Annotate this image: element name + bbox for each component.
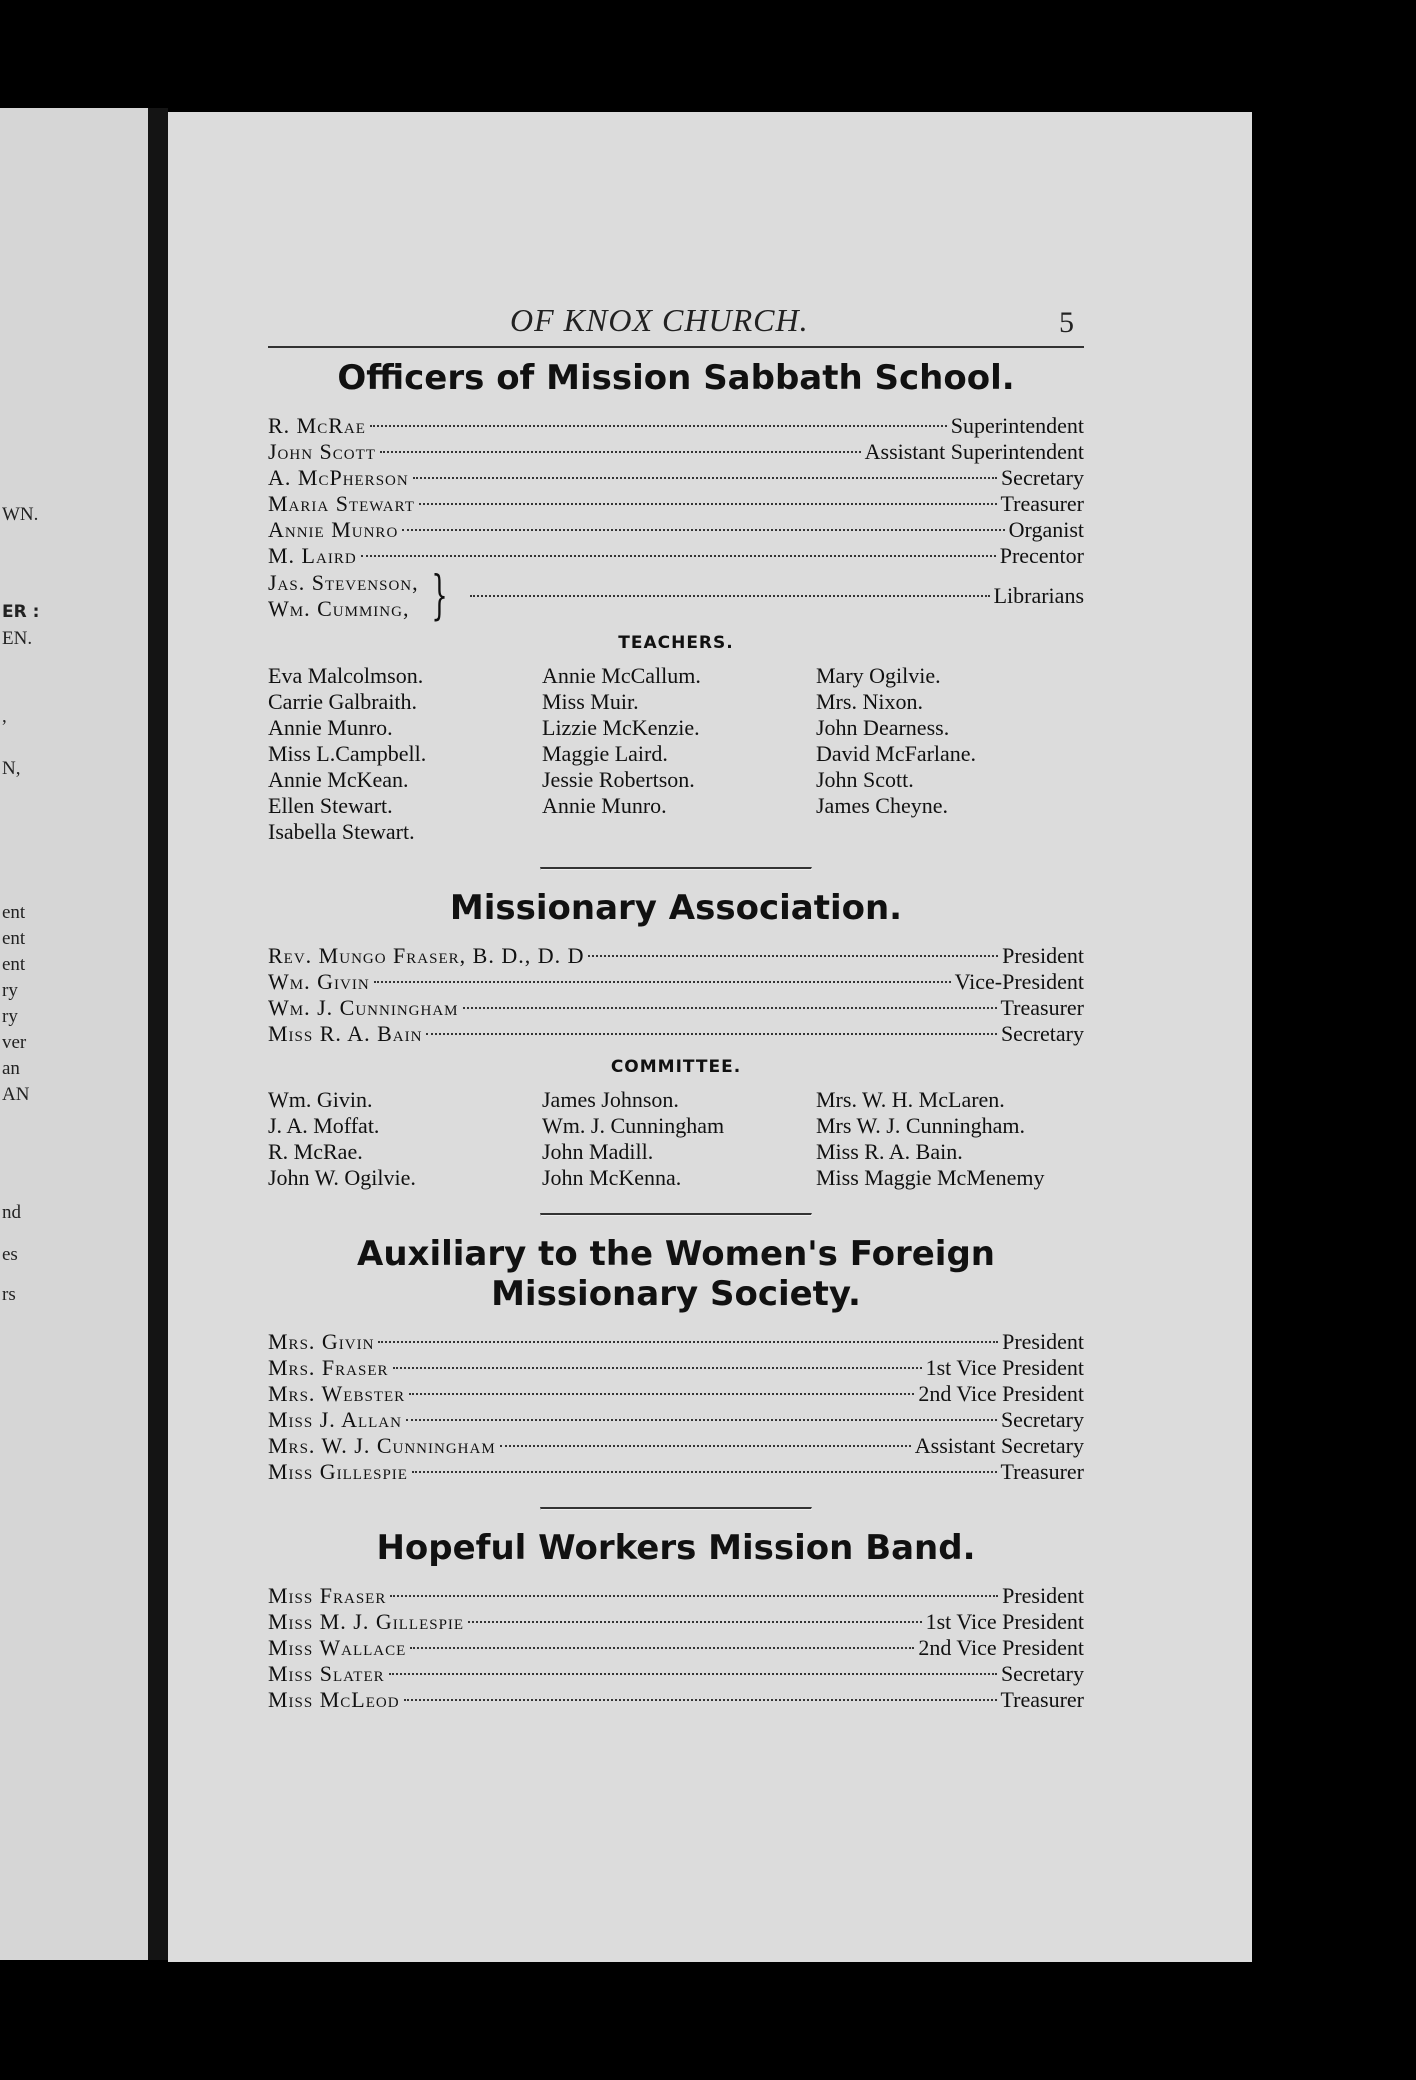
librarian-names [268,570,419,622]
dot-leader [419,503,997,505]
officer-role: 2nd Vice President [918,1381,1084,1407]
teacher-name: David McFarlane. [816,740,977,766]
officer-role: Secretary [1000,1407,1084,1433]
committee-member: R. McRae. [268,1138,363,1164]
officer-role: Precentor [999,542,1084,568]
officer-row [268,1635,1084,1661]
officer-row [268,1329,1084,1355]
committee-member: John Madill. [542,1138,654,1164]
committee-member: J. A. Moffat. [268,1112,380,1138]
teacher-column [816,663,1084,845]
dot-leader [378,1341,998,1343]
committee-grid [268,1087,1084,1191]
dot-leader [468,1621,922,1623]
section-title-line: Auxiliary to the Women's Foreign [357,1233,995,1274]
left-page-fragment: nd [2,1202,21,1223]
officer-list [268,1329,1084,1485]
dot-leader [412,1471,997,1473]
teacher-name: Carrie Galbraith. [268,688,418,714]
teacher-name: Isabella Stewart. [268,818,415,844]
section-divider [540,1213,812,1216]
officer-name: Miss M. J. Gillespie [268,1608,465,1634]
left-page-fragment: ent [2,902,26,923]
teacher-name: James Cheyne. [816,792,948,818]
dot-leader [404,1699,997,1701]
officer-role: President [1002,1329,1084,1355]
officer-row [268,995,1084,1021]
officer-role: Treasurer [1000,1459,1084,1485]
officer-row [268,1355,1084,1381]
page-content [268,302,1084,1713]
officer-row [268,465,1084,491]
officer-row [268,1687,1084,1713]
officer-role: Organist [1008,516,1084,542]
officer-name: M. Laird [268,542,357,568]
teacher-name: Lizzie McKenzie. [542,714,700,740]
officer-name: Miss J. Allan [268,1407,402,1433]
officer-name: A. McPherson [268,464,409,490]
officer-role: Assistant Secretary [914,1433,1084,1459]
dot-leader [588,955,998,957]
teachers-grid [268,663,1084,845]
teacher-name: Mrs. Nixon. [816,688,923,714]
officer-role: Secretary [1000,464,1084,490]
officer-list [268,412,1084,626]
running-title: OF KNOX CHURCH. [510,302,809,338]
section-title-womens-foreign [268,1234,1084,1316]
left-page-fragment: , [2,706,7,727]
officer-name: Miss Fraser [268,1582,387,1608]
officer-row [268,969,1084,995]
officer-role: Secretary [1000,1020,1084,1046]
dot-leader [361,555,996,557]
teachers-heading: TEACHERS. [618,632,734,653]
left-page-fragment: WN. [2,504,39,525]
teacher-name: Miss L.Campbell. [268,740,427,766]
dot-leader [389,1673,997,1675]
committee-member: Wm. J. Cunningham [542,1112,725,1138]
committee-member: James Johnson. [542,1086,679,1112]
officer-name: Mrs. Givin [268,1329,375,1355]
section-title-missionary-association: Missionary Association. [449,887,903,928]
officer-name: Miss R. A. Bain [268,1020,423,1046]
officer-row [268,517,1084,543]
officer-list [268,943,1084,1047]
dot-leader [380,451,861,453]
committee-column [542,1087,816,1191]
officer-name: Wm. J. Cunningham [268,994,459,1020]
officer-role: Treasurer [1000,1686,1084,1712]
officer-role: Assistant Superintendent [864,438,1084,464]
left-page-fragment: ry [2,980,18,1001]
librarian-name: Wm. Cumming, [268,595,410,621]
committee-member: Mrs. W. H. McLaren. [816,1086,1005,1112]
teacher-name: Annie McKean. [268,766,409,792]
teacher-name: Maggie Laird. [542,740,668,766]
teacher-name: John Dearness. [816,714,950,740]
book-page [168,112,1252,1962]
officer-role: Superintendent [950,412,1084,438]
officer-row [268,1459,1084,1485]
officer-role: President [1002,1582,1084,1608]
officer-role: Vice-President [954,968,1084,994]
officer-role: Librarians [993,582,1084,608]
officer-role: Treasurer [1000,490,1084,516]
teacher-name: Ellen Stewart. [268,792,393,818]
dot-leader [390,1595,998,1597]
left-page-fragment: ent [2,954,26,975]
officer-name: Miss Wallace [268,1634,407,1660]
section-title-line: Missionary Society. [491,1274,861,1315]
officer-row [268,1021,1084,1047]
dot-leader [426,1033,997,1035]
dot-leader [413,477,997,479]
officer-name: Mrs. W. J. Cunningham [268,1433,496,1459]
dot-leader [463,1007,997,1009]
dot-leader [406,1419,997,1421]
dot-leader [500,1445,911,1447]
committee-heading: COMMITTEE. [610,1056,742,1077]
officer-row [268,1583,1084,1609]
dot-leader [402,529,1004,531]
teacher-name: Mary Ogilvie. [816,662,941,688]
officer-name: John Scott [268,438,376,464]
committee-member: Wm. Givin. [268,1086,373,1112]
officer-row [268,413,1084,439]
section-divider [540,1507,812,1510]
left-page-fragment: ver [2,1032,27,1053]
left-page-fragment: ER : [2,602,40,622]
officer-role: Treasurer [1000,994,1084,1020]
officer-name: Annie Munro [268,516,399,542]
dot-leader [393,1367,922,1369]
teacher-column [542,663,816,845]
officer-name: Miss Gillespie [268,1459,408,1485]
officer-row [268,1609,1084,1635]
officer-row [268,943,1084,969]
officer-role: 1st Vice President [925,1608,1084,1634]
running-header [268,302,1084,346]
committee-member: John McKenna. [542,1164,682,1190]
dot-leader [370,425,947,427]
left-page-fragment: rs [2,1284,16,1305]
officer-name: Miss Slater [268,1660,385,1686]
officer-role: 1st Vice President [925,1355,1084,1381]
left-page-fragment: N, [2,758,21,779]
officer-role: 2nd Vice President [918,1634,1084,1660]
officer-role: Secretary [1000,1660,1084,1686]
header-rule [268,346,1084,348]
teacher-name: John Scott. [816,766,914,792]
teacher-name: Jessie Robertson. [542,766,695,792]
librarians-row [268,565,1084,626]
left-page-fragment: an [2,1058,20,1079]
teacher-name: Eva Malcolmson. [268,662,424,688]
brace-glyph: } [430,565,448,626]
left-page-fragment: ry [2,1006,18,1027]
librarians-leader-row [466,583,1084,609]
teacher-name: Annie Munro. [542,792,667,818]
left-page-fragment: AN [2,1084,30,1105]
officer-row [268,1433,1084,1459]
teacher-name: Miss Muir. [542,688,639,714]
teacher-column [268,663,542,845]
officer-row [268,1661,1084,1687]
officer-list [268,1583,1084,1713]
officer-name: Mrs. Webster [268,1381,406,1407]
officer-name: Wm. Givin [268,968,370,994]
committee-member: John W. Ogilvie. [268,1164,416,1190]
officer-row [268,543,1084,569]
dot-leader [409,1393,914,1395]
dot-leader [410,1647,914,1649]
committee-member: Miss R. A. Bain. [816,1138,963,1164]
committee-member: Miss Maggie McMenemy [816,1164,1045,1190]
officer-row [268,491,1084,517]
section-title-sabbath-school: Officers of Mission Sabbath School. [337,358,1015,398]
book-gutter [148,108,168,1960]
officer-role: President [1002,942,1084,968]
left-page-fragment: es [2,1244,18,1265]
page-number: 5 [1059,306,1074,339]
committee-member: Mrs W. J. Cunningham. [816,1112,1026,1138]
teacher-name: Annie Munro. [268,714,393,740]
committee-column [816,1087,1084,1191]
dot-leader [470,595,990,597]
left-page-fragment: ent [2,928,26,949]
teacher-name: Annie McCallum. [542,662,701,688]
section-title-mission-band: Hopeful Workers Mission Band. [376,1528,976,1569]
officer-name: Miss McLeod [268,1686,400,1712]
officer-row [268,439,1084,465]
officer-name: Rev. Mungo Fraser, B. D., D. D [268,942,585,968]
committee-column [268,1087,542,1191]
section-divider [540,867,812,870]
officer-name: R. McRae [268,412,366,438]
dot-leader [374,981,951,983]
left-page-fragment: EN. [2,628,33,649]
left-page-edge [0,108,148,1960]
officer-name: Mrs. Fraser [268,1355,389,1381]
officer-row [268,1407,1084,1433]
librarian-name: Jas. Stevenson, [268,569,419,595]
officer-name: Maria Stewart [268,490,415,516]
officer-row [268,1381,1084,1407]
